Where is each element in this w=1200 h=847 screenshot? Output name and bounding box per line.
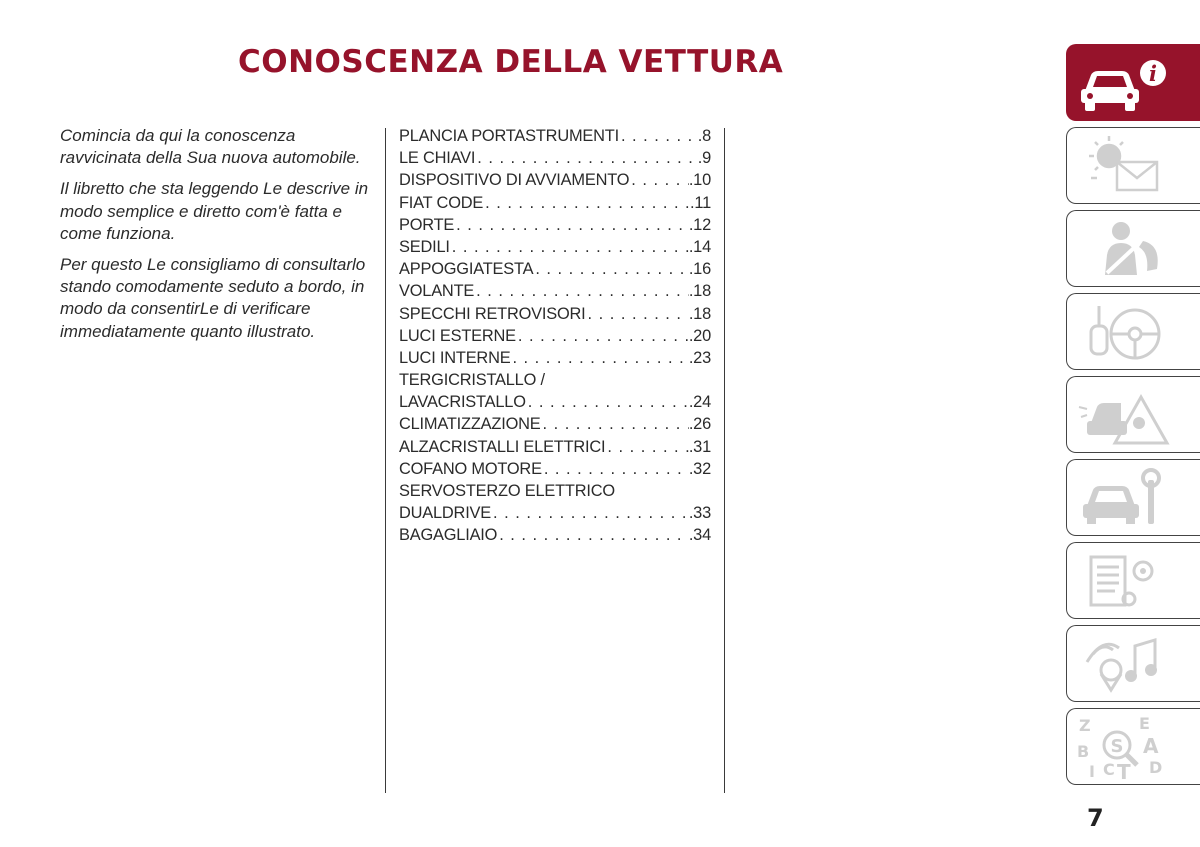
toc-entry[interactable] (399, 125, 711, 147)
toc-entry-label: LE CHIAVI (399, 149, 476, 168)
warning-lights-icon (1077, 134, 1177, 198)
page-number: 7 (1087, 804, 1104, 832)
toc-entry[interactable] (399, 325, 711, 347)
toc-entry-page: .10 (688, 171, 711, 190)
toc-leader (605, 436, 688, 458)
toc-entry-page: .14 (688, 237, 711, 256)
toc-entry-label: VOLANTE (399, 282, 475, 301)
svg-text:i: i (1149, 61, 1157, 86)
tab-multimedia[interactable] (1066, 625, 1200, 702)
toc-leader (474, 280, 689, 302)
index-letter: D (1149, 758, 1163, 777)
toc-entry-page: .12 (688, 215, 711, 234)
toc-entry-label: SPECCHI RETROVISORI (399, 304, 586, 323)
technical-data-icon (1077, 549, 1177, 613)
index-letter: T (1117, 760, 1131, 779)
intro-paragraph: Comincia da qui la conoscenza ravvicinata della Sua nuova automobile. (60, 126, 361, 168)
toc-entry-label: DUALDRIVE (399, 504, 492, 523)
toc-entry-page: .33 (688, 504, 711, 523)
emergency-car-icon (1077, 383, 1177, 447)
toc-entry[interactable] (399, 280, 711, 302)
toc-entry[interactable] (399, 236, 711, 258)
toc-entry[interactable] (399, 214, 711, 236)
toc-leader (619, 125, 698, 147)
toc-entry-label: COFANO MOTORE (399, 459, 542, 478)
toc-leader (542, 458, 689, 480)
index-letter: A (1143, 734, 1159, 758)
toc-entry[interactable] (399, 502, 711, 524)
toc-entry-label: ALZACRISTALLI ELETTRICI (399, 437, 606, 456)
toc-entry-page: .23 (688, 348, 711, 367)
toc-leader (586, 303, 689, 325)
car-info-icon (1077, 51, 1177, 115)
index-letter: E (1139, 715, 1150, 733)
toc-entry-page: .32 (688, 459, 711, 478)
multimedia-icon (1077, 632, 1177, 696)
toc-entry-label: PLANCIA PORTASTRUMENTI (399, 127, 619, 145)
column-divider-right (724, 128, 725, 793)
toc-leader (497, 524, 689, 546)
toc-entry-page: .31 (688, 437, 711, 456)
toc-entry[interactable] (399, 258, 711, 280)
toc-entry-label: SERVOSTERZO ELETTRICO (399, 482, 615, 500)
toc-entry[interactable] (399, 524, 711, 546)
toc-entry-continued[interactable] (399, 369, 711, 391)
toc-entry[interactable] (399, 303, 711, 325)
toc-entry[interactable] (399, 436, 711, 458)
index-letter: C (1103, 760, 1115, 779)
toc-entry-label: CLIMATIZZAZIONE (399, 415, 541, 434)
tab-safety[interactable] (1066, 210, 1200, 287)
toc-entry-page: .26 (688, 415, 711, 434)
toc-entry-page: .11 (690, 193, 711, 212)
intro-text (60, 125, 370, 352)
toc-leader (526, 391, 689, 413)
toc-entry-label: DISPOSITIVO DI AVVIAMENTO (399, 171, 630, 190)
tab-vehicle-knowledge[interactable] (1066, 44, 1200, 121)
table-of-contents (399, 125, 711, 547)
tab-technical-data[interactable] (1066, 542, 1200, 619)
toc-entry-label: FIAT CODE (399, 193, 484, 212)
toc-entry-continued[interactable] (399, 480, 711, 502)
key-steering-wheel-icon (1077, 300, 1177, 364)
toc-entry[interactable] (399, 347, 711, 369)
intro-paragraph: Per questo Le consigliamo di consultarlo stando comodamente seduto a bordo, in modo da consentirLe di verificare immediatamente quanto illustrato. (60, 255, 366, 341)
toc-leader (629, 169, 689, 191)
toc-entry[interactable] (399, 413, 711, 435)
toc-entry-label: TERGICRISTALLO / (399, 371, 545, 390)
tab-alphabetical-index[interactable] (1066, 708, 1200, 785)
toc-entry[interactable] (399, 391, 711, 413)
column-divider-left (385, 128, 386, 793)
toc-entry[interactable] (399, 147, 711, 169)
toc-entry-page: .16 (688, 260, 711, 279)
toc-entry-page: .24 (688, 393, 711, 412)
toc-leader (540, 413, 688, 435)
index-letter: I (1089, 762, 1095, 779)
toc-leader (491, 502, 689, 524)
toc-entry-label: LAVACRISTALLO (399, 393, 526, 412)
car-maintenance-icon (1077, 466, 1177, 530)
tab-starting-driving[interactable] (1066, 293, 1200, 370)
tab-emergency[interactable] (1066, 376, 1200, 453)
page-title: CONOSCENZA DELLA VETTURA (238, 44, 784, 80)
toc-leader (510, 347, 688, 369)
toc-entry-label: PORTE (399, 215, 455, 234)
tab-maintenance[interactable] (1066, 459, 1200, 536)
index-letter: Z (1079, 716, 1091, 735)
tab-warning-lights[interactable] (1066, 127, 1200, 204)
toc-entry[interactable] (399, 458, 711, 480)
airbag-seatbelt-icon (1077, 217, 1177, 281)
toc-leader (454, 214, 689, 236)
toc-entry-label: LUCI INTERNE (399, 348, 511, 367)
toc-entry-page: .8 (697, 127, 711, 145)
toc-entry-page: .34 (688, 526, 711, 545)
toc-entry[interactable] (399, 192, 711, 214)
toc-entry-label: APPOGGIATESTA (399, 260, 534, 279)
toc-leader (516, 325, 689, 347)
toc-entry-page: .9 (697, 149, 711, 168)
toc-entry[interactable] (399, 169, 711, 191)
intro-paragraph: Il libretto che sta leggendo Le descrive in modo semplice e diretto com'è fatta e come funziona. (60, 179, 369, 243)
toc-entry-page: .18 (688, 282, 711, 301)
toc-entry-page: .18 (688, 304, 711, 323)
index-letter: B (1077, 742, 1090, 761)
toc-entry-label: BAGAGLIAIO (399, 526, 498, 545)
toc-entry-page: .20 (688, 326, 711, 345)
toc-leader (475, 147, 697, 169)
svg-text:S: S (1110, 736, 1124, 757)
toc-leader (533, 258, 688, 280)
toc-entry-label: LUCI ESTERNE (399, 326, 516, 345)
alphabetical-index-icon (1077, 715, 1177, 779)
toc-entry-label: SEDILI (399, 237, 450, 256)
toc-leader (483, 192, 690, 214)
toc-leader (450, 236, 689, 258)
